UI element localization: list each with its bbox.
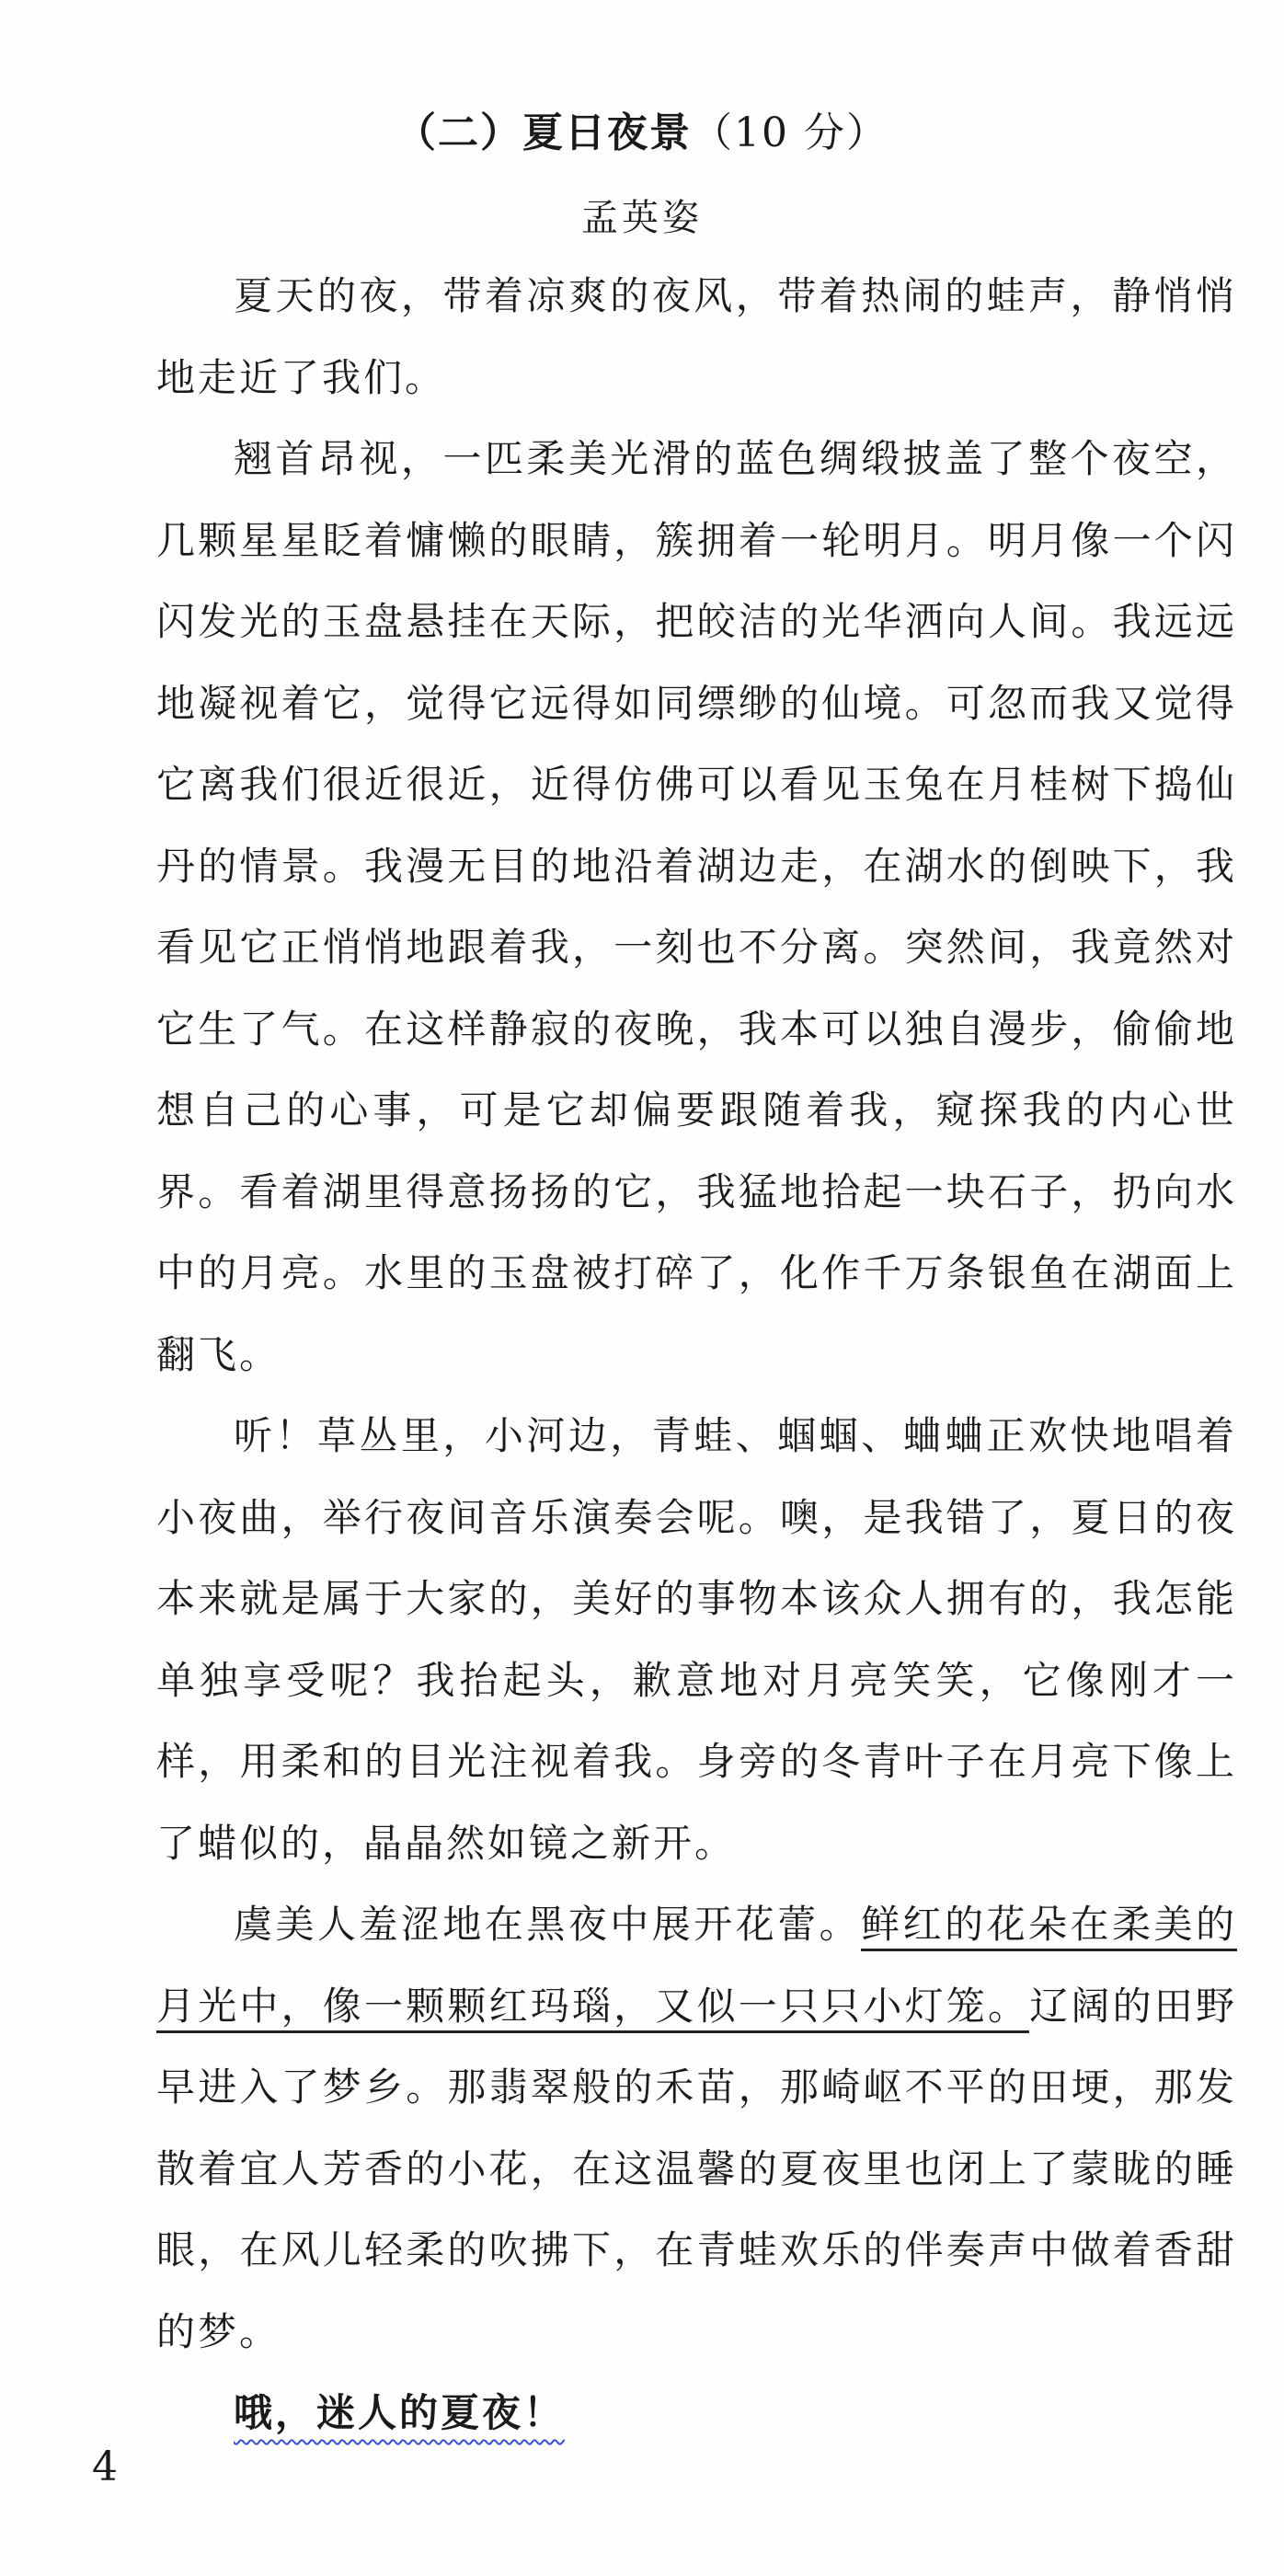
author-name: 孟英姿 [581, 197, 703, 239]
paragraph-2: 翘首昂视，一匹柔美光滑的蓝色绸缎披盖了整个夜空，几颗星星眨着慵懒的眼睛，簇拥着一轮明月。明月像一个闪闪发光的玉盘悬挂在天际，把皎洁的光华洒向人间。我远远地凝视着它，觉得它远得如同缥缈的仙境。可忽而我又觉得它离我们很近很近，近得仿佛可以看见玉兔在月桂树下捣仙丹的情景。我漫无目的地沿着湖边走，在湖水的倒映下，我看见它正悄悄地跟着我，一刻也不分离。突然间，我竟然对它生了气。在这样静寂的夜晚，我本可以独自漫步，偷偷地想自己的心事，可是它却偏要跟随着我，窥探我的内心世界。看着湖里得意扬扬的它，我猛地拾起一块石子，扔向水中的月亮。水里的玉盘被打碎了，化作千万条银鱼在湖面上翻飞。 [156, 436, 1237, 1377]
paragraph-4 [156, 1884, 1237, 2373]
closing-sentence: 哦，迷人的夏夜！ [234, 2390, 566, 2435]
underlined-sentence: 鲜红的花朵在柔美的月光中，像一颗颗红玛瑙，又似一只只小灯笼。 [156, 1902, 1237, 2033]
paragraph-3: 听！草丛里，小河边，青蛙、蝈蝈、蛐蛐正欢快地唱着小夜曲，举行夜间音乐演奏会呢。噢，是我错了，夏日的夜本来就是属于大家的，美好的事物本该众人拥有的，我怎能单独享受呢？我抬起头，歉意地对月亮笑笑，它像刚才一样，用柔和的目光注视着我。身旁的冬青叶子在月亮下像上了蜡似的，晶晶然如镜之新开。 [156, 1413, 1237, 1866]
article-body [156, 256, 1237, 2455]
title-text: （二）夏日夜景 [396, 109, 692, 156]
page-number: 4 [92, 2444, 118, 2490]
paragraph-4-lead: 虞美人羞涩地在黑夜中展开花蕾。 [234, 1902, 862, 1947]
paragraph-closing [156, 2373, 1237, 2455]
paragraph-1: 夏天的夜，带着凉爽的夜风，带着热闹的蛙声，静悄悄地走近了我们。 [156, 273, 1237, 400]
score-label: （10 分） [692, 109, 888, 156]
section-title [0, 99, 1284, 158]
paragraph-4-rest: 辽阔的田野早进入了梦乡。那翡翠般的禾苗，那崎岖不平的田埂，那发散着宜人芳香的小花，在这温馨的夏夜里也闭上了蒙眬的睡眼，在风儿轻柔的吹拂下，在青蛙欢乐的伴奏声中做着香甜的梦。 [156, 1983, 1237, 2354]
